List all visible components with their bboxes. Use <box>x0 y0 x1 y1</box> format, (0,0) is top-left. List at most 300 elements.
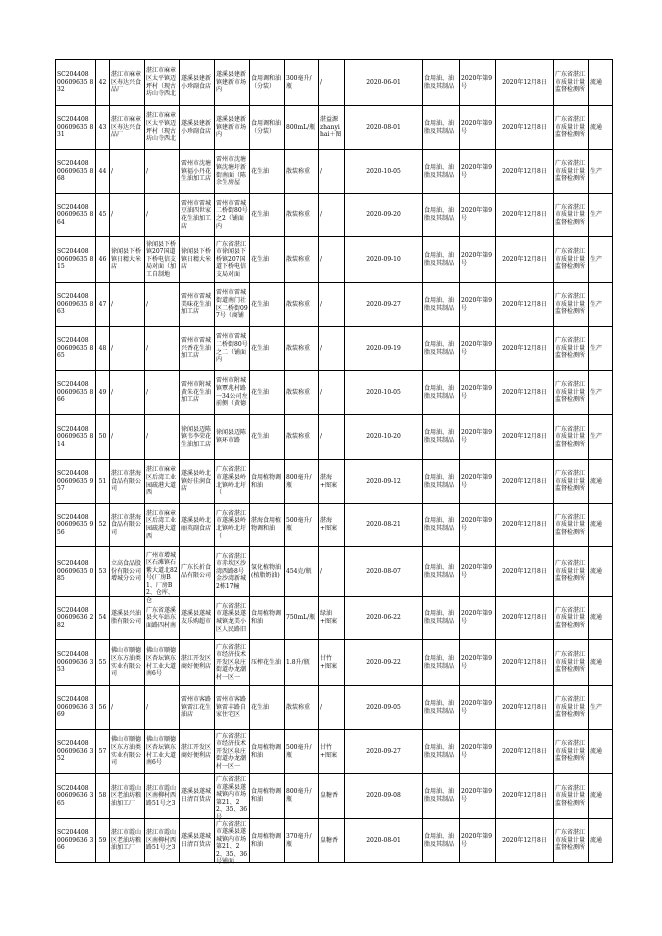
number-cell: 42 <box>96 60 110 106</box>
spec-cell: 散装称重 <box>285 371 319 415</box>
category-cell: 食用油、油脂及其制品 <box>423 60 460 106</box>
table-row <box>56 686 613 730</box>
batch-cell: 2020年第9号 <box>460 597 496 640</box>
number-cell: 43 <box>96 106 110 150</box>
spec-cell: 800毫升/瓶 <box>285 774 319 819</box>
number-cell: 50 <box>96 415 110 460</box>
food-name-cell: 花生油 <box>250 371 285 415</box>
producer-cell: 徐闻县下桥镇日精大米店 <box>110 237 145 283</box>
seller-address-cell-text: 广东省湛江市遂溪县岭北镇岭北圩（ <box>216 509 247 540</box>
date-cell: 2020-09-27 <box>345 283 423 327</box>
id-cell: SC204408 00609635 085 <box>56 547 96 597</box>
brand-cell: 湛海+图案 <box>319 460 345 504</box>
batch-cell: 2020年第9号 <box>460 194 496 237</box>
agency-cell: 广东省湛江市质量计量监督检测所 <box>554 60 589 106</box>
food-name-cell: 花生油 <box>250 194 285 237</box>
id-cell: SC204408 00609635 866 <box>56 371 96 415</box>
producer-address-cell <box>145 106 180 150</box>
seller-address-cell-text: 遂溪县建新镇建新市场内 <box>216 71 247 94</box>
date-cell: 2020-06-22 <box>345 597 423 640</box>
number-cell: 53 <box>96 547 110 597</box>
seller-address-cell-text: 广东省湛江市赤坎区沙湾西路8号金沙湾新城2栋17幢 <box>216 552 247 590</box>
brand-cell: / <box>319 415 345 460</box>
publish-date-cell: 2020年12月8日 <box>496 371 554 415</box>
producer-address-cell-text: / <box>146 344 149 352</box>
seller-address-cell <box>215 597 250 640</box>
seller-address-cell <box>215 150 250 194</box>
seller-cell: 广东长折食品有限公司 <box>180 547 215 597</box>
seller-cell: 雷州市雷城豆油四世家花生油加工店 <box>180 194 215 237</box>
seller-address-cell-text: 雷州市附城镇覃兆村路一34公司左前侧（黄德 <box>216 377 248 408</box>
producer-cell: 佛山市顺德区东方油类实业有限公司 <box>110 640 145 686</box>
link-cell: 流通 <box>589 504 613 547</box>
spec-cell: 800毫升/瓶 <box>285 460 319 504</box>
producer-address-cell-text: 湛江市霞山区南柳村西路51号之3 <box>146 784 177 807</box>
brand-cell: / <box>319 194 345 237</box>
food-name-cell: 食用调和油（分装） <box>250 60 285 106</box>
batch-cell: 2020年第9号 <box>460 774 496 819</box>
category-cell: 食用油、油脂及其制品 <box>423 730 460 774</box>
table-row <box>56 415 613 460</box>
seller-cell: 遂溪县岭北镇好佳润食店 <box>180 460 215 504</box>
id-cell: SC204408 00609635 814 <box>56 415 96 460</box>
publish-date-cell: 2020年12月8日 <box>496 774 554 819</box>
id-cell: SC204408 00609635 957 <box>56 460 96 504</box>
seller-address-cell <box>215 686 250 730</box>
category-cell: 食用油、油脂及其制品 <box>423 283 460 327</box>
date-cell: 2020-10-20 <box>345 415 423 460</box>
producer-cell: / <box>110 415 145 460</box>
producer-address-cell <box>145 237 180 283</box>
table-row <box>56 504 613 547</box>
date-cell: 2020-09-27 <box>345 730 423 774</box>
publish-date-cell: 2020年12月8日 <box>496 237 554 283</box>
producer-address-cell-text: / <box>146 211 149 219</box>
agency-cell: 广东省湛江市质量计量监督检测所 <box>554 686 589 730</box>
agency-cell: 广东省湛江市质量计量监督检测所 <box>554 371 589 415</box>
date-cell: 2020-10-05 <box>345 150 423 194</box>
table-row <box>56 283 613 327</box>
seller-address-cell-text: 遂溪县建新镇建新市场内 <box>216 116 247 139</box>
seller-cell: 雷州市附城黄朱花生油加工店 <box>180 371 215 415</box>
brand-cell: 湛益源 zhanyihai＋图 <box>319 106 345 150</box>
id-cell: SC204408 00609636 366 <box>56 819 96 863</box>
producer-cell: 遂溪县兴油脂有限公司 <box>110 597 145 640</box>
spec-cell: 370毫升/瓶 <box>285 819 319 863</box>
producer-address-cell <box>145 730 180 774</box>
producer-address-cell-text: 佛山市顺德区杏坛镇东村工业大道南6号 <box>146 647 177 678</box>
producer-cell: 湛江市麻章区寿达兴食品厂 <box>110 60 145 106</box>
spec-cell: 454克/瓶 <box>285 547 319 597</box>
id-cell: SC204408 00609635 864 <box>56 194 96 237</box>
brand-cell: 绿油+图案 <box>319 597 345 640</box>
date-cell: 2020-08-01 <box>345 819 423 863</box>
seller-address-cell <box>215 640 250 686</box>
publish-date-cell: 2020年12月8日 <box>496 194 554 237</box>
producer-cell: / <box>110 327 145 371</box>
seller-address-cell <box>215 415 250 460</box>
seller-cell: 雷州市雷城兴香花生油加工店 <box>180 327 215 371</box>
table-row <box>56 150 613 194</box>
producer-cell: / <box>110 371 145 415</box>
food-name-cell: 食用植物调和油 <box>250 460 285 504</box>
brand-cell: / <box>319 371 345 415</box>
seller-address-cell <box>215 504 250 547</box>
batch-cell: 2020年第9号 <box>460 686 496 730</box>
number-cell: 44 <box>96 150 110 194</box>
seller-address-cell <box>215 194 250 237</box>
number-cell: 47 <box>96 283 110 327</box>
number-cell: 51 <box>96 460 110 504</box>
publish-date-cell: 2020年12月8日 <box>496 504 554 547</box>
spec-cell: 散装称重 <box>285 327 319 371</box>
link-cell: 流通 <box>589 547 613 597</box>
producer-address-cell-text: 广东省遂溪县火车站东面路四村南 <box>146 606 177 629</box>
producer-cell: 佛山市顺德区东方油类实业有限公司 <box>110 730 145 774</box>
seller-address-cell <box>215 774 250 819</box>
producer-cell: / <box>110 150 145 194</box>
brand-cell: 皇糖香 <box>319 819 345 863</box>
producer-address-cell-text: 佛山市顺德区杏坛镇东村工业大道南6号 <box>146 736 177 767</box>
agency-cell: 广东省湛江市质量计量监督检测所 <box>554 106 589 150</box>
link-cell: 生产 <box>589 327 613 371</box>
id-cell: SC204408 00609635 831 <box>56 106 96 150</box>
seller-cell: 湛江开发区商好便利店 <box>180 730 215 774</box>
seller-cell: 雷州市雷城美味花生油加工店 <box>180 283 215 327</box>
batch-cell: 2020年第9号 <box>460 640 496 686</box>
seller-address-cell <box>215 60 250 106</box>
food-name-cell: 花生油 <box>250 415 285 460</box>
id-cell: SC204408 00609635 868 <box>56 150 96 194</box>
agency-cell: 广东省湛江市质量计量监督检测所 <box>554 504 589 547</box>
category-cell: 食用油、油脂及其制品 <box>423 150 460 194</box>
producer-cell: / <box>110 194 145 237</box>
publish-date-cell: 2020年12月8日 <box>496 283 554 327</box>
agency-cell: 广东省湛江市质量计量监督检测所 <box>554 730 589 774</box>
table-row <box>56 640 613 686</box>
number-cell: 46 <box>96 237 110 283</box>
seller-address-cell <box>215 327 250 371</box>
publish-date-cell: 2020年12月8日 <box>496 60 554 106</box>
seller-address-cell <box>215 819 250 866</box>
date-cell: 2020-09-08 <box>345 774 423 819</box>
food-name-cell: 食用调和油（分装） <box>250 106 285 150</box>
link-cell: 生产 <box>589 283 613 327</box>
number-cell: 59 <box>96 819 110 863</box>
date-cell: 2020-08-07 <box>345 547 423 597</box>
producer-address-cell <box>145 194 180 237</box>
producer-address-cell-text: 湛江市麻章区太平镇迈坪村（现古坊山寺西北 <box>146 112 177 143</box>
producer-address-cell <box>145 283 180 327</box>
producer-address-cell-text: / <box>146 167 149 175</box>
batch-cell: 2020年第9号 <box>460 504 496 547</box>
id-cell: SC204408 00609635 832 <box>56 60 96 106</box>
batch-cell: 2020年第9号 <box>460 371 496 415</box>
link-cell: 生产 <box>589 415 613 460</box>
batch-cell: 2020年第9号 <box>460 730 496 774</box>
spec-cell: 散装称重 <box>285 150 319 194</box>
food-name-cell: 花生油 <box>250 150 285 194</box>
producer-address-cell <box>145 504 180 547</box>
seller-address-cell-text: 雷州市雷城二桥街80号之二（铺面内 <box>216 333 248 364</box>
publish-date-cell: 2020年12月8日 <box>496 547 554 597</box>
publish-date-cell: 2020年12月8日 <box>496 597 554 640</box>
batch-cell: 2020年第9号 <box>460 327 496 371</box>
producer-cell: 湛江市霞山区老油坊粮油加工厂 <box>110 819 145 863</box>
id-cell: SC204408 00609635 865 <box>56 327 96 371</box>
batch-cell: 2020年第9号 <box>460 460 496 504</box>
table-row <box>56 194 613 237</box>
seller-cell: 遂溪县遂城友乐购超市 <box>180 597 215 640</box>
link-cell: 流通 <box>589 60 613 106</box>
table-row <box>56 60 613 106</box>
producer-address-cell <box>145 371 180 415</box>
food-name-cell: 压榨花生油 <box>250 640 285 686</box>
category-cell: 食用油、油脂及其制品 <box>423 415 460 460</box>
category-cell: 食用油、油脂及其制品 <box>423 640 460 686</box>
producer-cell: / <box>110 686 145 730</box>
agency-cell: 广东省湛江市质量计量监督检测所 <box>554 460 589 504</box>
id-cell: SC204408 00609635 815 <box>56 237 96 283</box>
seller-cell: 徐闻县下桥镇日精大米店 <box>180 237 215 283</box>
link-cell: 流通 <box>589 460 613 504</box>
batch-cell: 2020年第9号 <box>460 547 496 597</box>
link-cell: 生产 <box>589 371 613 415</box>
agency-cell: 广东省湛江市质量计量监督检测所 <box>554 547 589 597</box>
date-cell: 2020-06-01 <box>345 60 423 106</box>
agency-cell: 广东省湛江市质量计量监督检测所 <box>554 640 589 686</box>
brand-cell: / <box>319 237 345 283</box>
publish-date-cell: 2020年12月8日 <box>496 819 554 863</box>
spec-cell: 散装称重 <box>285 415 319 460</box>
food-name-cell: 花生油 <box>250 237 285 283</box>
category-cell: 食用油、油脂及其制品 <box>423 819 460 863</box>
publish-date-cell: 2020年12月8日 <box>496 327 554 371</box>
seller-address-cell-text: 广东省湛江市遂溪县遂城镇内市场第21、22、35、36号 <box>216 776 248 821</box>
link-cell: 生产 <box>589 237 613 283</box>
spec-cell: 500毫升/瓶 <box>285 504 319 547</box>
producer-address-cell <box>145 774 180 819</box>
producer-address-cell-text: / <box>146 388 149 396</box>
batch-cell: 2020年第9号 <box>460 819 496 863</box>
date-cell: 2020-10-05 <box>345 371 423 415</box>
link-cell: 生产 <box>589 194 613 237</box>
batch-cell: 2020年第9号 <box>460 60 496 106</box>
seller-address-cell-text: 广东省湛江市遂溪县遂城镇内市场第21、22、35、36号铺面 <box>216 820 248 866</box>
table-row <box>56 730 613 774</box>
brand-cell: / <box>319 60 345 106</box>
batch-cell: 2020年第9号 <box>460 415 496 460</box>
food-name-cell: 食用植物调和油 <box>250 730 285 774</box>
spec-cell: 750mL/瓶 <box>285 597 319 640</box>
brand-cell: 湛海+图案 <box>319 504 345 547</box>
producer-address-cell-text: 湛江市麻章区太平镇迈坪村（现古坊山寺西北 <box>146 67 177 98</box>
producer-cell: / <box>110 283 145 327</box>
seller-address-cell-text: 广东省湛江市遂溪县遂城镇龙美小区人民路旧 <box>216 602 247 633</box>
seller-cell: 遂溪县遂城日清百货店 <box>180 774 215 819</box>
category-cell: 食用油、油脂及其制品 <box>423 460 460 504</box>
category-cell: 食用油、油脂及其制品 <box>423 504 460 547</box>
seller-address-cell <box>215 460 250 504</box>
spec-cell: 散装称重 <box>285 686 319 730</box>
date-cell: 2020-09-10 <box>345 237 423 283</box>
food-name-cell: 花生油 <box>250 686 285 730</box>
brand-cell: / <box>319 327 345 371</box>
agency-cell: 广东省湛江市质量计量监督检测所 <box>554 327 589 371</box>
producer-address-cell-text: 湛江市麻章区后湾工业园疏港大道西 <box>146 466 177 497</box>
publish-date-cell: 2020年12月8日 <box>496 640 554 686</box>
link-cell: 流通 <box>589 730 613 774</box>
producer-address-cell-text: 广州市增城区石滩镇石紫大道北82号(厂房B1、厂房B2、仓库、仓 <box>146 551 178 605</box>
producer-cell: 湛江市湛海食品有限公司 <box>110 460 145 504</box>
spec-cell: 散装称重 <box>285 237 319 283</box>
category-cell: 食用油、油脂及其制品 <box>423 547 460 597</box>
id-cell: SC204408 00609636 369 <box>56 686 96 730</box>
seller-address-cell <box>215 106 250 150</box>
seller-cell: 遂溪县建新小珍副食店 <box>180 106 215 150</box>
agency-cell: 广东省湛江市质量计量监督检测所 <box>554 194 589 237</box>
agency-cell: 广东省湛江市质量计量监督检测所 <box>554 150 589 194</box>
brand-cell: 甘竹+图案 <box>319 730 345 774</box>
spec-cell: 500毫升/瓶 <box>285 730 319 774</box>
producer-address-cell <box>145 819 180 863</box>
producer-address-cell-text: / <box>146 433 149 441</box>
id-cell: SC204408 00609635 863 <box>56 283 96 327</box>
producer-address-cell-text: / <box>146 703 149 711</box>
seller-address-cell <box>215 237 250 283</box>
table-row <box>56 597 613 640</box>
seller-address-cell-text: 广东省湛江市徐闻县下桥镇207国道下桥电信支局对面 <box>216 240 247 278</box>
spec-cell: 800mL/瓶 <box>285 106 319 150</box>
category-cell: 食用油、油脂及其制品 <box>423 597 460 640</box>
batch-cell: 2020年第9号 <box>460 283 496 327</box>
brand-cell: / <box>319 150 345 194</box>
date-cell: 2020-08-21 <box>345 504 423 547</box>
date-cell: 2020-09-05 <box>345 686 423 730</box>
id-cell: SC204408 00609636 353 <box>56 640 96 686</box>
category-cell: 食用油、油脂及其制品 <box>423 194 460 237</box>
table-row <box>56 106 613 150</box>
seller-cell: 湛江开发区商好便利店 <box>180 640 215 686</box>
table-body <box>56 60 613 866</box>
agency-cell: 广东省湛江市质量计量监督检测所 <box>554 415 589 460</box>
food-name-cell: 食用植物调和油 <box>250 597 285 640</box>
spec-cell: 散装称重 <box>285 194 319 237</box>
category-cell: 食用油、油脂及其制品 <box>423 371 460 415</box>
food-name-cell: 食用植物调和油 <box>250 774 285 819</box>
food-name-cell: 花生油 <box>250 283 285 327</box>
category-cell: 食用油、油脂及其制品 <box>423 327 460 371</box>
number-cell: 49 <box>96 371 110 415</box>
seller-address-cell-text: 徐闻县迈陈镇环市路 <box>216 429 247 444</box>
table-row <box>56 819 613 863</box>
date-cell: 2020-08-01 <box>345 106 423 150</box>
table-row <box>56 327 613 371</box>
table-row <box>56 547 613 597</box>
agency-cell: 广东省湛江市质量计量监督检测所 <box>554 774 589 819</box>
producer-cell: 湛江市湛海食品有限公司 <box>110 504 145 547</box>
publish-date-cell: 2020年12月8日 <box>496 106 554 150</box>
publish-date-cell: 2020年12月8日 <box>496 686 554 730</box>
seller-cell: 徐闻县迈陈镇韦李荣花生油加工店 <box>180 415 215 460</box>
number-cell: 56 <box>96 686 110 730</box>
number-cell: 52 <box>96 504 110 547</box>
seller-cell: 雷州市沈塘镇福小丹花生油加工店 <box>180 150 215 194</box>
agency-cell: 广东省湛江市质量计量监督检测所 <box>554 237 589 283</box>
number-cell: 48 <box>96 327 110 371</box>
producer-address-cell <box>145 460 180 504</box>
date-cell: 2020-09-19 <box>345 327 423 371</box>
sampling-table <box>55 59 613 866</box>
link-cell: 生产 <box>589 686 613 730</box>
seller-address-cell-text: 雷州市客路镇雷丰路自家住宅区 <box>216 696 247 719</box>
agency-cell: 广东省湛江市质量计量监督检测所 <box>554 283 589 327</box>
batch-cell: 2020年第9号 <box>460 150 496 194</box>
brand-cell: / <box>319 547 345 597</box>
publish-date-cell: 2020年12月8日 <box>496 460 554 504</box>
publish-date-cell: 2020年12月8日 <box>496 150 554 194</box>
seller-cell: 遂溪县建新小珍副食店 <box>180 60 215 106</box>
brand-cell: / <box>319 686 345 730</box>
category-cell: 食用油、油脂及其制品 <box>423 106 460 150</box>
seller-address-cell-text: 雷州市沈塘镇沈塘圩新街南面（陈余生房屋 <box>216 156 247 187</box>
seller-cell: 遂溪县岭北丽英副食店 <box>180 504 215 547</box>
category-cell: 食用油、油脂及其制品 <box>423 774 460 819</box>
category-cell: 食用油、油脂及其制品 <box>423 237 460 283</box>
seller-cell: 雷州市客路镇雷江花生油店 <box>180 686 215 730</box>
table-row <box>56 460 613 504</box>
producer-address-cell-text: 湛江市麻章区后湾工业园疏港大道西 <box>146 509 177 540</box>
seller-address-cell-text: 广东省湛江市遂溪县岭北镇岭北圩（ <box>216 466 247 497</box>
spec-cell: 1.8升/瓶 <box>285 640 319 686</box>
link-cell: 流通 <box>589 597 613 640</box>
food-name-cell: 氢化植物油(植脂奶油) <box>250 547 285 597</box>
table-row <box>56 774 613 819</box>
producer-cell: 湛江市霞山区老油坊粮油加工厂 <box>110 774 145 819</box>
publish-date-cell: 2020年12月8日 <box>496 415 554 460</box>
producer-address-cell <box>145 150 180 194</box>
seller-cell: 遂溪县遂城日清百货店 <box>180 819 215 863</box>
brand-cell: 皇糖香 <box>319 774 345 819</box>
producer-address-cell <box>145 60 180 106</box>
producer-address-cell <box>145 686 180 730</box>
link-cell: 流通 <box>589 774 613 819</box>
batch-cell: 2020年第9号 <box>460 237 496 283</box>
id-cell: SC204408 00609635 956 <box>56 504 96 547</box>
link-cell: 流通 <box>589 106 613 150</box>
id-cell: SC204408 00609636 365 <box>56 774 96 819</box>
seller-address-cell-text: 雷州市雷城街道南门社区二桥街097号（商铺 <box>216 289 248 320</box>
producer-address-cell-text: 徐闻县下桥镇207国道下桥电信支局对面（加工自制地 <box>146 240 177 278</box>
table-row <box>56 371 613 415</box>
seller-address-cell <box>215 547 250 597</box>
food-name-cell: 食用植物调和油 <box>250 819 285 863</box>
spec-cell: 散装称重 <box>285 283 319 327</box>
agency-cell: 广东省湛江市质量计量监督检测所 <box>554 597 589 640</box>
number-cell: 58 <box>96 774 110 819</box>
seller-address-cell <box>215 283 250 327</box>
agency-cell: 广东省湛江市质量计量监督检测所 <box>554 819 589 863</box>
number-cell: 55 <box>96 640 110 686</box>
producer-cell: 立高食品股份有限公司增城分公司 <box>110 547 145 597</box>
producer-address-cell-text: / <box>146 300 149 308</box>
date-cell: 2020-09-20 <box>345 194 423 237</box>
producer-address-cell <box>145 640 180 686</box>
seller-address-cell <box>215 371 250 415</box>
seller-address-cell-text: 广东省湛江市经济技术开发区泉庄街道办龙潮村一区一 <box>216 732 247 770</box>
link-cell: 流通 <box>589 640 613 686</box>
brand-cell: / <box>319 283 345 327</box>
